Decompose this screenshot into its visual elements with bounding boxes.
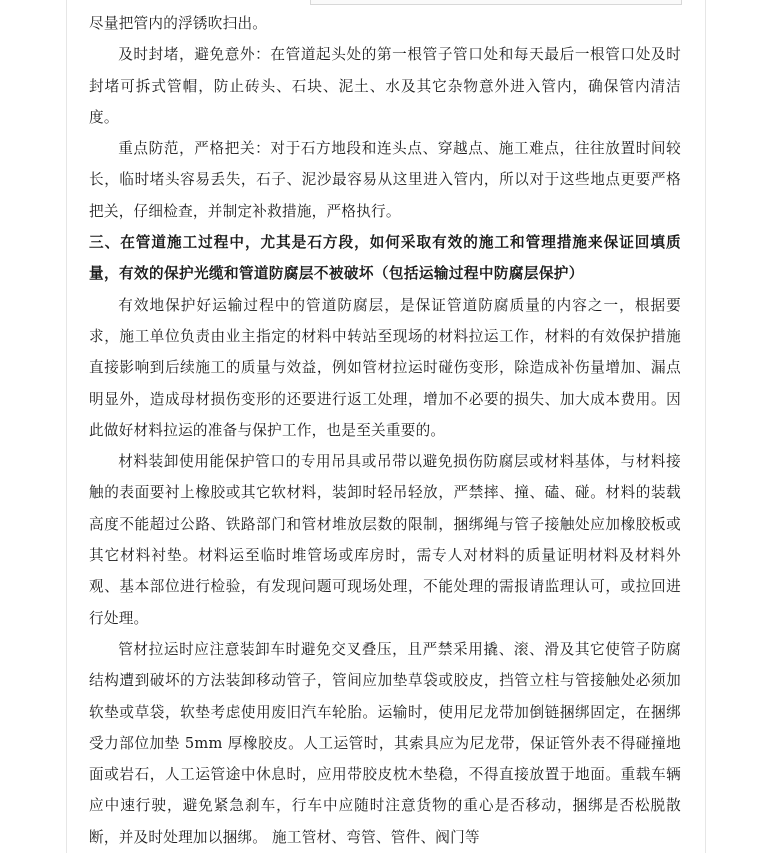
page-header-fragment <box>310 0 682 5</box>
body-paragraph: 管材拉运时应注意装卸车时避免交叉叠压，且严禁采用撬、滚、滑及其它使管子防腐结构遭到破坏的方法装卸移动管子，管间应加垫草袋或胶皮，挡管立柱与管接触处必须加软垫或草袋，软垫考虑使用废旧汽车轮胎。运输时，使用尼龙带加倒链捆绑固定，在捆绑受力部位加垫 5mm 厚橡胶皮。人工运管时，其索具应为尼龙带，保证管外表不得碰撞地面或岩石，人工运管途中休息时，应用带胶皮枕木垫稳，不得直接放置于地面。重载车辆应中速行驶，避免紧急刹车，行车中应随时注意货物的重心是否移动，捆绑是否松脱散断，并及时处理加以捆绑。 施工管材、弯管、管件、阀门等 <box>89 640 681 846</box>
body-paragraph: 重点防范，严格把关：对于石方地段和连头点、穿越点、施工难点，往往放置时间较长，临时堵头容易丢失，石子、泥沙最容易从这里进入管内，所以对于这些地点更要严格把关，仔细检查，并制定补救措施，严格执行。 <box>89 140 681 220</box>
body-paragraph: 及时封堵，避免意外：在管道起头处的第一根管子管口处和每天最后一根管口处及时封堵可拆式管帽，防止砖头、石块、泥土、水及其它杂物意外进入管内，确保管内清洁度。 <box>89 46 681 126</box>
section-heading: 三、在管道施工过程中，尤其是石方段，如何采取有效的施工和管理措施来保证回填质量，有效的保护光缆和管道防腐层不被破坏（包括运输过程中防腐层保护） <box>89 234 681 283</box>
document-body <box>89 8 681 853</box>
page-margin-left <box>66 0 67 853</box>
page-margin-right <box>705 0 706 853</box>
body-paragraph: 材料装卸使用能保护管口的专用吊具或吊带以避免损伤防腐层或材料基体，与材料接触的表面要衬上橡胶或其它软材料，装卸时轻吊轻放，严禁摔、撞、磕、碰。材料的装载高度不能超过公路、铁路部门和管材堆放层数的限制，捆绑绳与管子接触处应加橡胶板或其它材料衬垫。材料运至临时堆管场或库房时，需专人对材料的质量证明材料及材料外观、基本部位进行检验，有发现问题可现场处理，不能处理的需报请监理认可，或拉回进行处理。 <box>89 453 681 627</box>
body-paragraph: 尽量把管内的浮锈吹扫出。 <box>89 15 268 32</box>
body-paragraph: 有效地保护好运输过程中的管道防腐层，是保证管道防腐质量的内容之一，根据要求，施工单位负责由业主指定的材料中转站至现场的材料拉运工作，材料的有效保护措施直接影响到后续施工的质量与效益，例如管材拉运时碰伤变形，除造成补伤量增加、漏点明显外，造成母材损伤变形的还要进行返工处理，增加不必要的损失、加大成本费用。因此做好材料拉运的准备与保护工作，也是至关重要的。 <box>89 296 681 439</box>
